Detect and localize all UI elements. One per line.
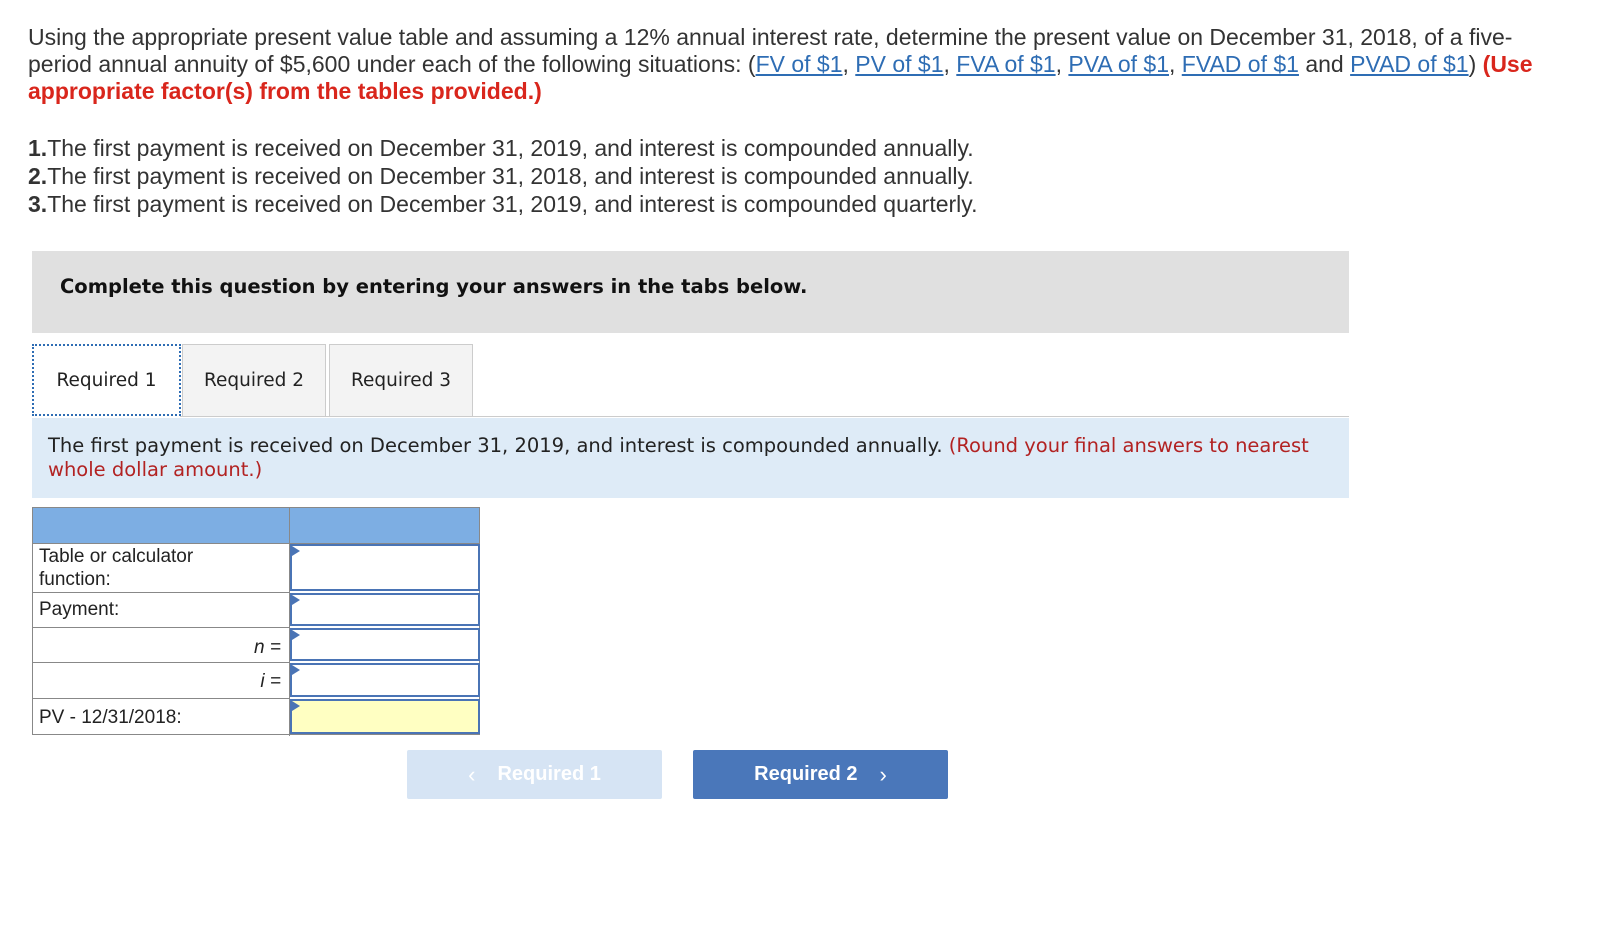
input-marker-icon: [292, 701, 300, 711]
separator: ,: [842, 51, 856, 77]
item-number: 3.: [28, 191, 48, 217]
row-label-table-function: Table or calculator function:: [39, 546, 194, 590]
i-input-cell: [290, 663, 480, 697]
payment-input-cell: [290, 593, 480, 626]
i-input[interactable]: [292, 665, 478, 695]
question-intro: Using the appropriate present value table and assuming a 12% annual interest rate, determine the present value on December 31, 2018, of a five-period annual annuity of $5,600 under each of the following situations: (: [28, 24, 1513, 77]
row-label-pv: PV - 12/31/2018:: [39, 707, 182, 728]
prev-button-label: Required 1: [497, 763, 601, 785]
factor-note: (Use appropriate factor(s) from the tables provided.): [28, 51, 1533, 104]
instruction-banner: [32, 251, 1349, 333]
chevron-right-icon: ›: [879, 761, 887, 787]
answer-table: [32, 507, 480, 735]
next-button-label: Required 2: [754, 763, 858, 785]
separator: ,: [1168, 51, 1182, 77]
payment-input[interactable]: [292, 595, 478, 624]
row-label-i: i =: [260, 671, 281, 692]
n-input[interactable]: [292, 630, 478, 659]
link-pvad-of-1[interactable]: PVAD of $1: [1350, 51, 1469, 77]
link-fva-of-1[interactable]: FVA of $1: [956, 51, 1056, 77]
pv-input[interactable]: [292, 701, 478, 732]
tab-panel-description: [32, 418, 1349, 498]
input-marker-icon: [292, 546, 300, 556]
prev-required-button: [407, 750, 662, 799]
next-required-button[interactable]: [693, 750, 948, 799]
instruction-text: Complete this question by entering your answers in the tabs below.: [60, 275, 808, 298]
pv-input-cell: [290, 699, 480, 734]
question-text: [28, 24, 1558, 105]
list-item: [28, 134, 977, 162]
row-divider: [33, 698, 289, 699]
item-text: The first payment is received on December 31, 2019, and interest is compounded annually.: [47, 135, 974, 161]
separator: ,: [1055, 51, 1069, 77]
item-text: The first payment is received on December 31, 2019, and interest is compounded quarterly.: [47, 191, 978, 217]
link-fvad-of-1[interactable]: FVAD of $1: [1181, 51, 1299, 77]
row-label-payment: Payment:: [39, 599, 120, 620]
table-header-left: [33, 508, 289, 544]
item-text: The first payment is received on December 31, 2018, and interest is compounded annually.: [47, 163, 974, 189]
tab-required-1[interactable]: Required 1: [32, 344, 181, 416]
item-number: 1.: [28, 135, 48, 161]
row-divider: [33, 627, 289, 628]
close-paren: ): [1468, 51, 1483, 77]
input-marker-icon: [292, 595, 300, 605]
list-item: [28, 190, 977, 218]
rounding-note: (Round your final answers to nearest whole dollar amount.): [48, 434, 1309, 481]
tab-divider: [180, 416, 1349, 417]
table-function-input-cell: [290, 544, 480, 591]
input-marker-icon: [292, 630, 300, 640]
table-function-input[interactable]: [292, 546, 478, 589]
row-label-n: n =: [254, 637, 281, 658]
link-pv-of-1[interactable]: PV of $1: [855, 51, 944, 77]
n-input-cell: [290, 628, 480, 661]
item-number: 2.: [28, 163, 48, 189]
separator: ,: [943, 51, 957, 77]
situation-list: [28, 134, 977, 218]
tab-required-2[interactable]: Required 2: [182, 344, 326, 416]
list-item: [28, 162, 977, 190]
and-text: and: [1298, 51, 1351, 77]
link-pva-of-1[interactable]: PVA of $1: [1068, 51, 1169, 77]
link-fv-of-1[interactable]: FV of $1: [755, 51, 843, 77]
row-divider: [33, 592, 289, 593]
table-header-right: [290, 508, 479, 544]
chevron-left-icon: ‹: [468, 761, 476, 787]
row-divider: [33, 662, 289, 663]
panel-description-text: The first payment is received on December 31, 2019, and interest is compounded annually.: [48, 434, 943, 457]
input-marker-icon: [292, 665, 300, 675]
tab-required-3[interactable]: Required 3: [329, 344, 473, 416]
